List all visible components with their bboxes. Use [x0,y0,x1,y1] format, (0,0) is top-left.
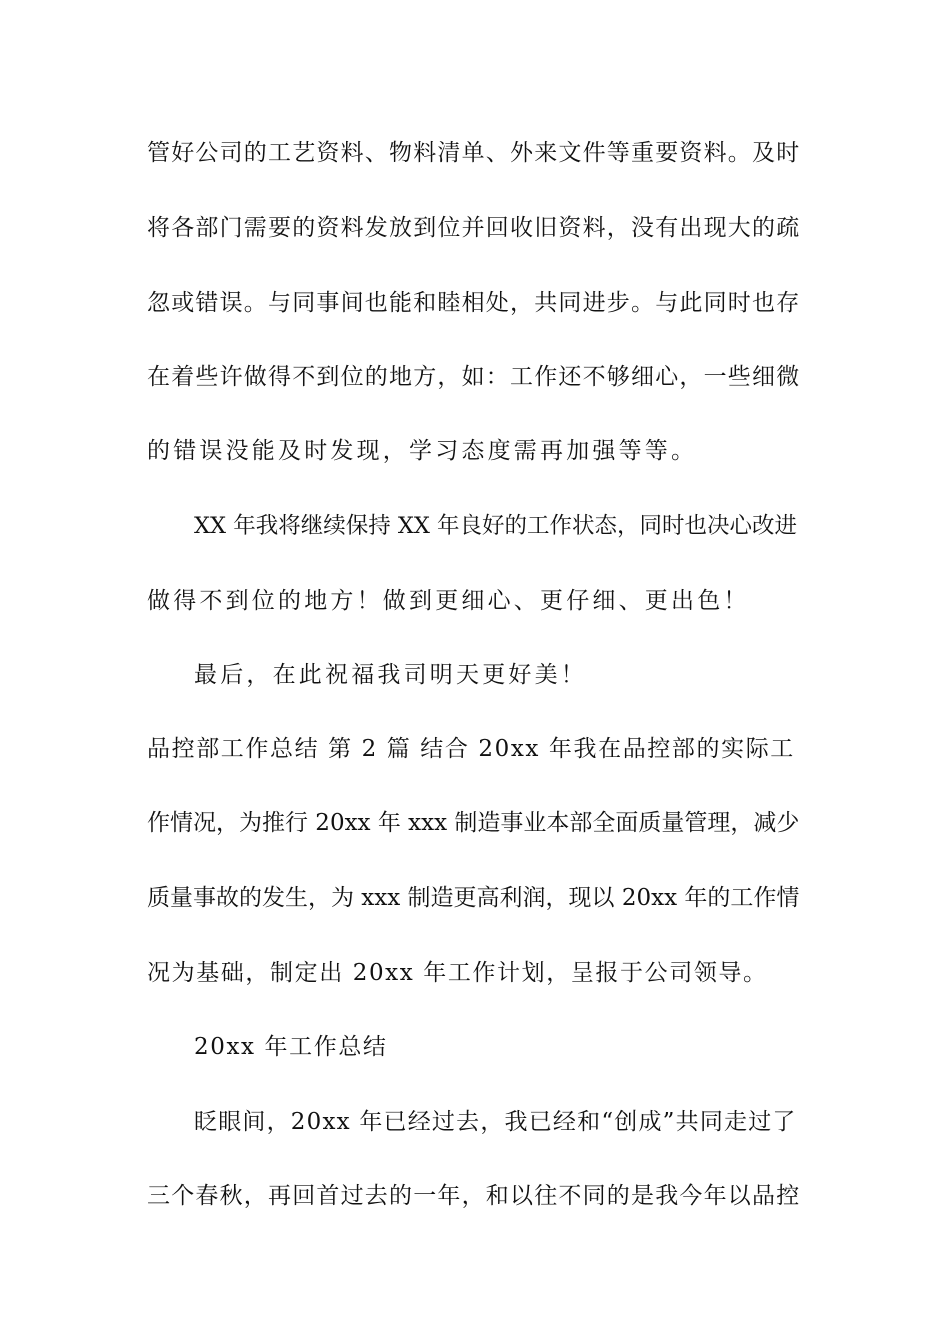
text-line: 眨眼间，20xx 年已经过去，我已经和“创成”共同走过了 [194,1109,797,1135]
text-line: 忽或错误。与同事间也能和睦相处，共同进步。与此同时也存 [147,290,801,316]
text-line: 管好公司的工艺资料、物料清单、外来文件等重要资料。及时 [147,140,801,166]
text-line: XX 年我将继续保持 XX 年良好的工作状态，同时也决心改进 [194,513,798,539]
text-line: 作情况，为推行 20xx 年 xxx 制造事业本部全面质量管理，减少 [147,810,800,836]
text-line: 三个春秋，再回首过去的一年，和以往不同的是我今年以品控 [147,1183,801,1209]
text-line: 最后，在此祝福我司明天更好美！ [194,662,587,688]
subheading-line: 20xx 年工作总结 [194,1034,388,1060]
text-line: 在着些许做得不到位的地方，如：工作还不够细心，一些细微 [147,364,801,390]
text-line: 况为基础，制定出 20xx 年工作计划，呈报于公司领导。 [147,960,768,986]
section-heading-line: 品控部工作总结 第 2 篇 结合 20xx 年我在品控部的实际工 [147,736,795,762]
text-line: 将各部门需要的资料发放到位并回收旧资料，没有出现大的疏 [147,215,801,241]
text-line: 质量事故的发生，为 xxx 制造更高利润，现以 20xx 年的工作情 [147,885,800,911]
text-line: 的错误没能及时发现，学习态度需再加强等等。 [147,438,698,464]
text-line: 做得不到位的地方！做到更细心、更仔细、更出色！ [147,588,750,614]
